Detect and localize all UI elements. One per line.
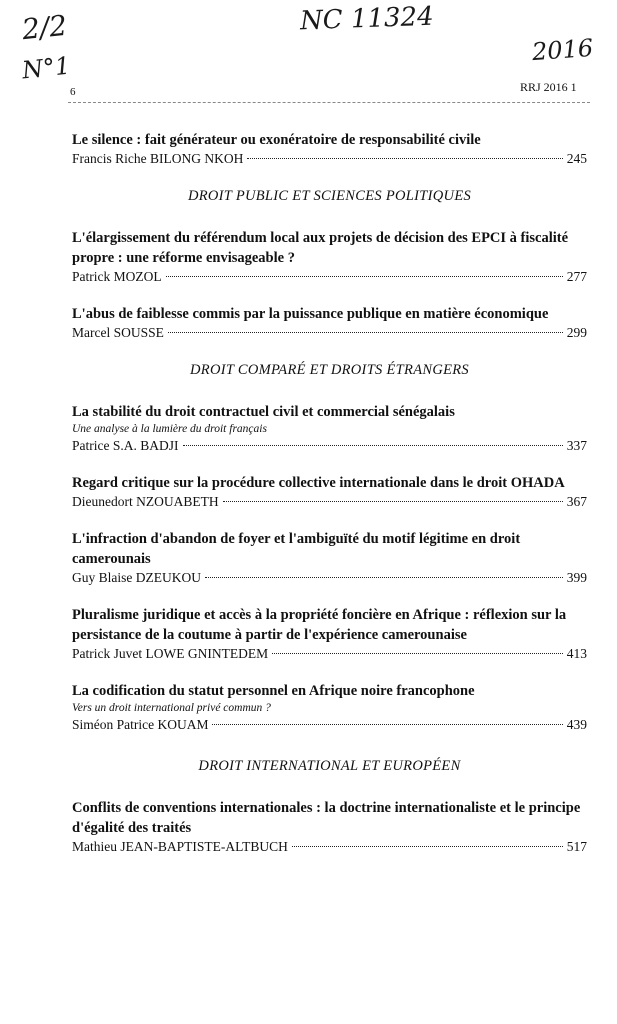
handwritten-note-year: 2016 <box>531 33 594 67</box>
toc-entry-author: Dieunedort NZOUABETH <box>72 494 219 509</box>
toc-entry-subtitle: Vers un droit international privé commun ? <box>72 702 271 714</box>
toc-entry[interactable] <box>72 681 587 734</box>
handwritten-note-issue: N°1 <box>20 51 72 85</box>
toc-entry-title: La stabilité du droit contractuel civil et commercial sénégalais <box>72 404 455 420</box>
leader-dots <box>247 158 562 159</box>
toc-entry-title: Conflits de conventions internationales : la doctrine internationaliste et le principe d'égalité des traités <box>72 800 581 836</box>
toc-entry-title: Pluralisme juridique et accès à la propriété foncière en Afrique : réflexion sur la persistance de la coutume à partir de l'expérience camerounaise <box>72 607 567 643</box>
page-number: 6 <box>70 86 76 98</box>
toc-entry[interactable] <box>72 130 587 168</box>
leader-dots <box>183 445 563 446</box>
leader-dots <box>292 846 563 847</box>
toc-entry-page: 399 <box>566 570 587 585</box>
toc-entry-title: L'infraction d'abandon de foyer et l'ambiguïté du motif légitime en droit camerounais <box>72 531 521 567</box>
toc-entry-page: 337 <box>566 438 587 453</box>
section-heading-droit-public: DROIT PUBLIC ET SCIENCES POLITIQUES <box>187 188 472 204</box>
journal-reference: RRJ 2016 1 <box>520 80 577 94</box>
leader-dots <box>205 577 563 578</box>
toc-entry[interactable] <box>72 529 587 587</box>
toc-entry-title: La codification du statut personnel en Afrique noire francophone <box>72 683 475 699</box>
toc-entry-author: Siméon Patrice KOUAM <box>72 717 209 732</box>
toc-entry-title: L'élargissement du référendum local aux projets de décision des EPCI à fiscalité propre : une réforme envisageable ? <box>72 230 569 266</box>
toc-entry-author-line <box>72 268 587 286</box>
toc-entry[interactable] <box>72 402 587 455</box>
leader-dots <box>166 276 563 277</box>
table-of-contents <box>72 130 587 874</box>
leader-dots <box>212 724 562 725</box>
toc-entry-author: Patrick MOZOL <box>72 269 162 284</box>
toc-entry-author-line <box>72 324 587 342</box>
handwritten-note-reference: NC 11324 <box>299 1 435 37</box>
toc-entry-author: Patrick Juvet LOWE GNINTEDEM <box>72 646 269 661</box>
toc-entry[interactable] <box>72 228 587 286</box>
toc-entry-author: Guy Blaise DZEUKOU <box>72 570 201 585</box>
toc-entry[interactable] <box>72 473 587 511</box>
handwritten-note-top-left: 2/2 <box>20 8 69 47</box>
toc-entry-title: Le silence : fait générateur ou exonératoire de responsabilité civile <box>72 132 481 148</box>
leader-dots <box>168 332 563 333</box>
toc-entry-author-line <box>72 716 587 734</box>
toc-entry-page: 277 <box>566 269 587 284</box>
toc-entry-page: 517 <box>566 839 587 854</box>
toc-entry-author-line <box>72 150 587 168</box>
toc-entry-page: 439 <box>566 717 587 732</box>
toc-entry-author: Francis Riche BILONG NKOH <box>72 151 244 166</box>
section-heading-droit-compare: DROIT COMPARÉ ET DROITS ÉTRANGERS <box>190 362 469 378</box>
header-divider <box>68 102 590 103</box>
toc-entry-page: 413 <box>566 646 587 661</box>
leader-dots <box>223 501 563 502</box>
toc-entry-page: 245 <box>566 151 587 166</box>
toc-entry-author: Marcel SOUSSE <box>72 325 164 340</box>
toc-entry[interactable] <box>72 605 587 663</box>
toc-entry[interactable] <box>72 304 587 342</box>
toc-entry-author-line <box>72 645 587 663</box>
toc-entry-author-line <box>72 838 587 856</box>
toc-entry-title: L'abus de faiblesse commis par la puissance publique en matière économique <box>72 306 549 322</box>
toc-entry-page: 367 <box>566 494 587 509</box>
toc-entry-page: 299 <box>566 325 587 340</box>
toc-entry-subtitle: Une analyse à la lumière du droit français <box>72 423 267 435</box>
leader-dots <box>272 653 563 654</box>
toc-entry-author: Patrice S.A. BADJI <box>72 438 179 453</box>
toc-entry-author-line <box>72 569 587 587</box>
toc-entry-author: Mathieu JEAN-BAPTISTE-ALTBUCH <box>72 839 288 854</box>
toc-entry-title: Regard critique sur la procédure collective internationale dans le droit OHADA <box>72 475 565 491</box>
section-heading-droit-international: DROIT INTERNATIONAL ET EUROPÉEN <box>198 758 461 774</box>
toc-entry-author-line <box>72 493 587 511</box>
toc-entry[interactable] <box>72 798 587 856</box>
toc-entry-author-line <box>72 437 587 455</box>
